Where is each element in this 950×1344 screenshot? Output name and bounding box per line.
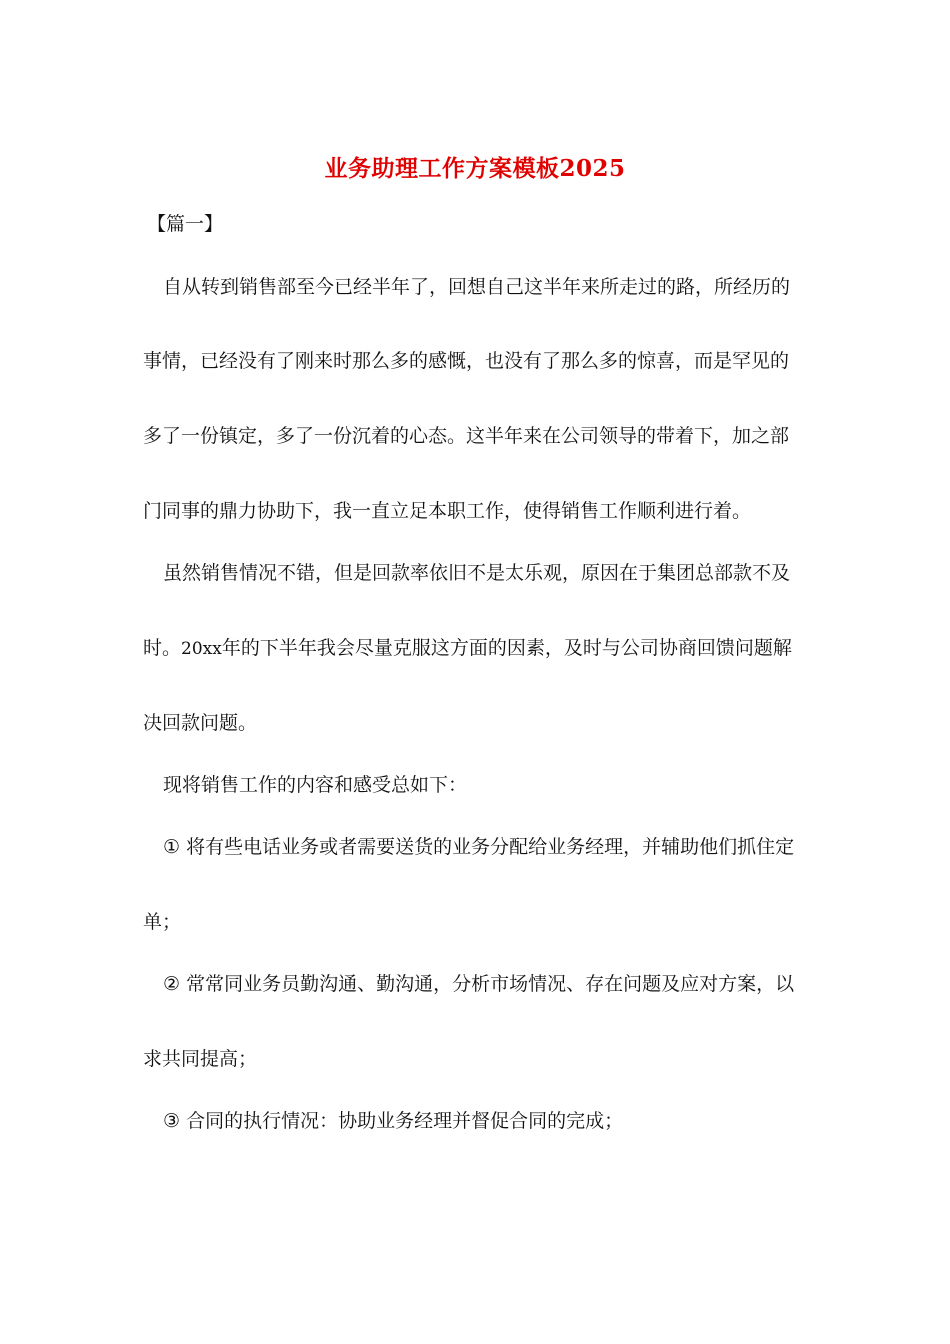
list-item-line: 求共同提高； xyxy=(143,1048,258,1070)
paragraph-line: 门同事的鼎力协助下，我一直立足本职工作，使得销售工作顺利进行着。 xyxy=(143,500,752,522)
list-item-line: ② 常常同业务员勤沟通、勤沟通，分析市场情况、存在问题及应对方案，以 xyxy=(163,973,795,995)
year-text: 20xx xyxy=(181,639,222,659)
paragraph-line: 虽然销售情况不错，但是回款率依旧不是太乐观，原因在于集团总部款不及 xyxy=(163,562,791,584)
section-label: 【篇一】 xyxy=(147,213,224,235)
paragraph-line: 自从转到销售部至今已经半年了，回想自己这半年来所走过的路，所经历的 xyxy=(163,276,791,298)
document-title: 业务助理工作方案模板2025 xyxy=(324,155,626,182)
list-item-line: ③ 合同的执行情况：协助业务经理并督促合同的完成； xyxy=(163,1110,624,1132)
paragraph-text: 时。 xyxy=(143,637,182,659)
paragraph-line: 多了一份镇定，多了一份沉着的心态。这半年来在公司领导的带着下，加之部 xyxy=(143,425,790,447)
paragraph-line: 决回款问题。 xyxy=(143,712,258,734)
list-item-line: ① 将有些电话业务或者需要送货的业务分配给业务经理，并辅助他们抓住定 xyxy=(163,836,795,858)
paragraph-line: 现将销售工作的内容和感受总如下： xyxy=(163,774,468,796)
paragraph-line-with-year xyxy=(143,633,792,664)
paragraph-text: 年的下半年我会尽量克服这方面的因素，及时与公司协商回馈问题解 xyxy=(221,637,792,659)
paragraph-line: 事情，已经没有了刚来时那么多的感慨，也没有了那么多的惊喜，而是罕见的 xyxy=(143,350,790,372)
list-item-line: 单； xyxy=(143,911,182,933)
